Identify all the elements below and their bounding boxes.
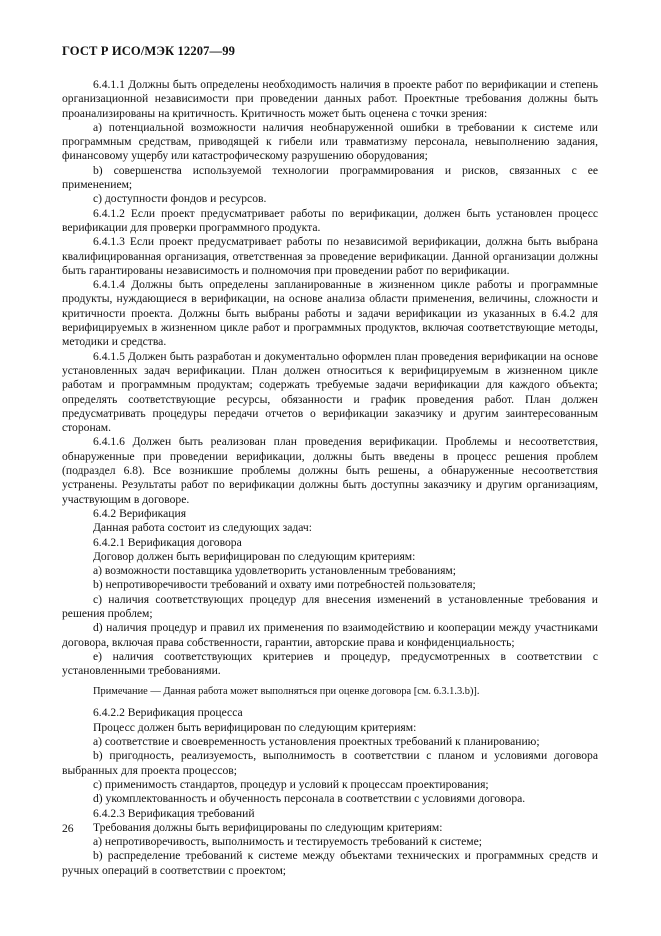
subsection-heading: 6.4.2.3 Верификация требований <box>93 806 255 820</box>
subsection-heading: 6.4.2.2 Верификация процесса <box>93 706 243 720</box>
paragraph: Договор должен быть верифицирован по следующим критериям: <box>93 549 416 563</box>
list-item: a) соответствие и своевременность установления проектных требований к планированию; <box>93 735 540 749</box>
list-item: e) наличия соответствующих критериев и процедур, предусмотренных в соответствии с установленными требованиями. <box>62 649 598 678</box>
list-item: d) наличия процедур и правил их применения по взаимодействию и кооперации между участниками договора, включая права собственности, гарантии, авторские права и конфиденциальность; <box>62 621 598 649</box>
note: Примечание — Данная работа может выполняться при оценке договора [см. 6.3.1.3.b)]. <box>93 686 480 698</box>
paragraph: c) доступности фондов и ресурсов. <box>93 192 267 206</box>
paragraph: 6.4.1.6 Должен быть реализован план проведения верификации. Проблемы и несоответствия, обнаруженные при проведении верификации, должны быть введены в процесс решения проблем (подраздел 6.8). Все возникшие проблемы должны быть решены, а обнаруженные несоответствия устранены. Результаты работ по верификации должны быть доступны заказчику и другим организациям, участвующим в договоре. <box>62 435 598 506</box>
standard-header: ГОСТ Р ИСО/МЭК 12207—99 <box>62 44 235 58</box>
list-item: d) укомплектованность и обученность персонала в соответствии с условиями договора. <box>93 792 526 806</box>
list-item: b) распределение требований к системе между объектами технических и программных средств и ручных операций в соответствии с проектом; <box>62 849 598 877</box>
paragraph: Процесс должен быть верифицирован по следующим критериям: <box>93 720 417 734</box>
list-item: c) применимость стандартов, процедур и условий к процессам проектирования; <box>93 777 489 791</box>
paragraph: 6.4.1.1 Должны быть определены необходимость наличия в проекте работ по верификации и степень организационной независимости при проведении данных работ. Проектные требования должны быть проанализированы на критичность. Критичность может быть оценена с точки зрения: <box>62 78 598 120</box>
page-number: 26 <box>62 822 74 835</box>
paragraph: 6.4.1.3 Если проект предусматривает работы по независимой верификации, должна быть выбрана квалифицированная организация, ответственная за проведение верификации. Данной организации должны быть гарантированы независимость и полномочия при проведении работ по верификации. <box>62 235 598 277</box>
list-item: b) непротиворечивости требований и охвату ими потребностей пользователя; <box>93 578 476 592</box>
paragraph: 6.4.1.4 Должны быть определены запланированные в жизненном цикле работы и программные продукты, нуждающиеся в верификации, на основе анализа области применения, величины, сложности и критичности проекта. Должны быть выбраны работы и задачи верификации из указанных в 6.4.2 для верифицируемых в жизненном цикле работ и программных продуктов, включая соответствующие методы, методики и средства. <box>62 278 598 349</box>
paragraph: 6.4.1.5 Должен быть разработан и документально оформлен план проведения верификации на основе установленных задач верификации. План должен относиться к верифицируемым в жизненном цикле работам и программным продуктам; содержать требуемые задачи верификации для каждого объекта; определять соответствующие ресурсы, обязанности и график проведения работ. План должен предусматривать процедуры передачи отчетов о верификации заказчику и другим заинтересованным сторонам. <box>62 349 598 435</box>
subsection-heading: 6.4.2.1 Верификация договора <box>93 535 242 549</box>
section-heading: 6.4.2 Верификация <box>93 506 187 520</box>
list-item: a) непротиворечивость, выполнимость и тестируемость требований к системе; <box>93 835 483 849</box>
list-item: b) пригодность, реализуемость, выполнимость в соответствии с планом и условиями договора выбранных для проекта процессов; <box>62 749 598 777</box>
paragraph: 6.4.1.2 Если проект предусматривает работы по верификации, должен быть установлен процесс верификации для проверки программного продукта. <box>62 206 598 234</box>
paragraph: b) совершенства используемой технологии программирования и рисков, связанных с ее применением; <box>62 163 598 192</box>
body-text <box>62 78 598 878</box>
paragraph: Данная работа состоит из следующих задач: <box>93 521 312 535</box>
list-item: c) наличия соответствующих процедур для внесения изменений в установленные требования и решения проблем; <box>62 592 598 620</box>
paragraph: a) потенциальной возможности наличия необнаруженной ошибки в требовании к системе или программным средствам, приводящей к гибели или травматизму персонала, невыполнению задания, финансовому ущербу или катастрофическому разрушению оборудования; <box>62 120 598 163</box>
list-item: a) возможности поставщика удовлетворить установленным требованиям; <box>93 564 456 578</box>
paragraph: Требования должны быть верифицированы по следующим критериям: <box>93 820 443 834</box>
